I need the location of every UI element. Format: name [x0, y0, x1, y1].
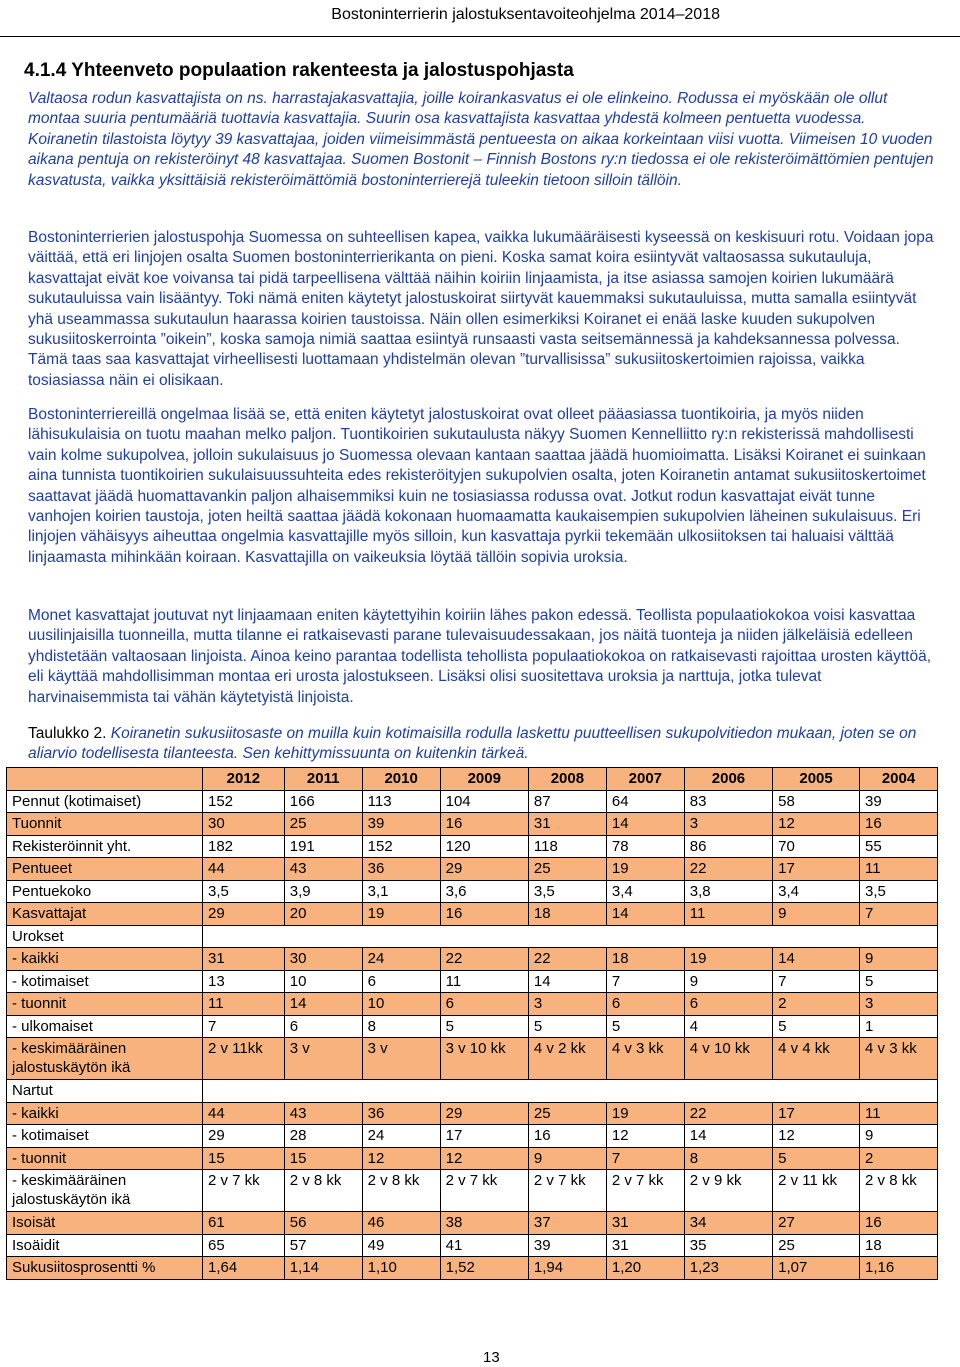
- value-cell: 31: [203, 948, 285, 971]
- table-row: [7, 993, 938, 1016]
- table-row: [7, 948, 938, 971]
- value-cell: 44: [203, 858, 285, 881]
- value-cell: 38: [440, 1212, 528, 1235]
- value-cell: 19: [684, 948, 772, 971]
- value-cell: 22: [528, 948, 606, 971]
- value-cell: 31: [528, 813, 606, 836]
- value-cell: 16: [440, 903, 528, 926]
- value-cell: 5: [773, 1015, 860, 1038]
- value-cell: 2: [773, 993, 860, 1016]
- value-cell: 19: [606, 858, 684, 881]
- value-cell: 56: [284, 1212, 362, 1235]
- value-cell: 39: [528, 1234, 606, 1257]
- row-label-cell: - tuonnit: [7, 1147, 203, 1170]
- value-cell: 16: [528, 1125, 606, 1148]
- row-label-cell: Isoäidit: [7, 1234, 203, 1257]
- value-cell: 2 v 11kk: [203, 1038, 285, 1080]
- value-cell: 113: [362, 790, 440, 813]
- row-label-cell: Pennut (kotimaiset): [7, 790, 203, 813]
- value-cell: 14: [684, 1125, 772, 1148]
- value-cell: 4: [684, 1015, 772, 1038]
- value-cell: 58: [773, 790, 860, 813]
- row-label-cell: - keskimääräinen jalostuskäytön ikä: [7, 1170, 203, 1212]
- value-cell: 7: [773, 970, 860, 993]
- row-label-cell: Nartut: [7, 1080, 203, 1103]
- caption-label: Taulukko 2.: [28, 725, 107, 742]
- value-cell: 25: [284, 813, 362, 836]
- value-cell: 182: [203, 835, 285, 858]
- value-cell: 7: [203, 1015, 285, 1038]
- value-cell: 12: [606, 1125, 684, 1148]
- value-cell: 5: [773, 1147, 860, 1170]
- value-cell: 3,5: [203, 880, 285, 903]
- value-cell: 36: [362, 858, 440, 881]
- paragraph-1: Valtaosa rodun kasvattajista on ns. harrastajakasvattajia, joille koirankasvatus ei ole elinkeino. Rodussa ei myöskään ole ollut montaa suuria pentumääriä tuottavia kasvattajia. Suurin osa kasvattajista kasvattaa yhdestä kolmeen pentuetta vuodessa. Koiranetin tilastoista löytyy 39 kasvattajaa, joiden viimeisimmästä pentueesta on aikaa korkeintaan viisi vuotta. Viimeisen 10 vuoden aikana pentuja on rekisteröinyt 48 kasvattajaa. Suomen Bostonit – Finnish Bostons ry:n tiedossa ei ole rekisteröimättömien pentujen kasvatusta, vaikka yksittäisiä rekisteröimättömiä bostoninterrierejä tuleekin tietoon silloin tällöin.: [28, 90, 934, 189]
- value-cell: 11: [440, 970, 528, 993]
- value-cell: 4 v 3 kk: [606, 1038, 684, 1080]
- value-cell: 9: [860, 1125, 938, 1148]
- running-title: Bostoninterrierin jalostuksentavoiteohjelma 2014–2018: [331, 6, 720, 23]
- value-cell: 12: [773, 1125, 860, 1148]
- table-row: [7, 1257, 938, 1280]
- value-cell: 19: [362, 903, 440, 926]
- value-cell: 13: [203, 970, 285, 993]
- value-cell: 1,10: [362, 1257, 440, 1280]
- value-cell: 3,4: [773, 880, 860, 903]
- value-cell: 3,8: [684, 880, 772, 903]
- table-row: [7, 1125, 938, 1148]
- value-cell: 9: [773, 903, 860, 926]
- value-cell: 14: [528, 970, 606, 993]
- table-row: [7, 880, 938, 903]
- value-cell: 1,16: [860, 1257, 938, 1280]
- value-cell: 31: [606, 1234, 684, 1257]
- value-cell: 3 v: [362, 1038, 440, 1080]
- row-label-cell: Pentueet: [7, 858, 203, 881]
- value-cell: 24: [362, 1125, 440, 1148]
- table-row: [7, 813, 938, 836]
- value-cell: 18: [860, 1234, 938, 1257]
- value-cell: 41: [440, 1234, 528, 1257]
- value-cell: 3: [528, 993, 606, 1016]
- breed-statistics-table: [6, 767, 938, 1280]
- row-label-cell: - keskimääräinen jalostuskäytön ikä: [7, 1038, 203, 1080]
- value-cell: 29: [203, 1125, 285, 1148]
- value-cell: 34: [684, 1212, 772, 1235]
- value-cell: 57: [284, 1234, 362, 1257]
- value-cell: 2 v 8 kk: [362, 1170, 440, 1212]
- value-cell: 31: [606, 1212, 684, 1235]
- value-cell: 5: [860, 970, 938, 993]
- value-cell: 166: [284, 790, 362, 813]
- value-cell: 43: [284, 858, 362, 881]
- value-cell: 3 v 10 kk: [440, 1038, 528, 1080]
- row-label-cell: Urokset: [7, 925, 203, 948]
- value-cell: 2 v 8 kk: [284, 1170, 362, 1212]
- value-cell: 152: [362, 835, 440, 858]
- value-cell: 3,6: [440, 880, 528, 903]
- section-empty-cell: [203, 1080, 938, 1103]
- page-header: [0, 0, 960, 37]
- value-cell: 4 v 2 kk: [528, 1038, 606, 1080]
- value-cell: 4 v 3 kk: [860, 1038, 938, 1080]
- value-cell: 14: [773, 948, 860, 971]
- value-cell: 152: [203, 790, 285, 813]
- value-cell: 10: [362, 993, 440, 1016]
- header-corner-cell: [7, 768, 203, 791]
- value-cell: 1,23: [684, 1257, 772, 1280]
- value-cell: 5: [528, 1015, 606, 1038]
- value-cell: 44: [203, 1102, 285, 1125]
- paragraph-3: Bostoninterriereillä ongelmaa lisää se, että eniten käytetyt jalostuskoirat ovat olleet pääasiassa tuontikoiria, ja myös niiden lähisukulaisia on tuotu maahan melko paljon. Tuontikoirien sukutaulusta näkyy Suomen Kennelliitto ry:n rekisterissä mahdollisesti vain kolme sukupolvea, jolloin sukulaisuus jo Suomessa olevaan kantaan saattaa jäädä huomioimatta. Lisäksi Koiranet ei suinkaan aina tunnista tuontikoirien sukulaisuussuhteita edes rekisteröityjen sukupolvien osalta, joten Koiranetin antamat sukusiitoskertoimet saattavat jäädä huomattavankin paljon alhaisemmiksi kuin ne tosiasiassa rodussa ovat. Jotkut rodun kasvattajat eivät tunne vanhojen koirien taustoja, joten heiltä saattaa jäädä kokonaan huomaamatta kaukaisempien sukupolvien läheinen sukulaisuus. Eri linjojen vähäisyys aiheuttaa ongelmia kasvattajille myös silloin, kun kasvattaja pyrkii tekemään ulkosiitoksen tai haluaisi välttää linjaamasta mihinkään koiraan. Kasvattajilla on vaikeuksia löytää tällöin sopivia uroksia.: [28, 406, 926, 566]
- value-cell: 30: [203, 813, 285, 836]
- row-label-cell: Rekisteröinnit yht.: [7, 835, 203, 858]
- value-cell: 29: [440, 1102, 528, 1125]
- value-cell: 8: [362, 1015, 440, 1038]
- table-caption: [28, 724, 928, 764]
- value-cell: 83: [684, 790, 772, 813]
- value-cell: 9: [684, 970, 772, 993]
- value-cell: 120: [440, 835, 528, 858]
- value-cell: 1,94: [528, 1257, 606, 1280]
- section-title: 4.1.4 Yhteenveto populaation rakenteesta ja jalostuspohjasta: [24, 60, 574, 81]
- year-header-cell: 2012: [203, 768, 285, 791]
- row-label-cell: - tuonnit: [7, 993, 203, 1016]
- table-row: [7, 835, 938, 858]
- value-cell: 6: [362, 970, 440, 993]
- table-row: [7, 925, 938, 948]
- year-header-cell: 2010: [362, 768, 440, 791]
- value-cell: 2 v 7 kk: [440, 1170, 528, 1212]
- value-cell: 17: [773, 1102, 860, 1125]
- value-cell: 49: [362, 1234, 440, 1257]
- value-cell: 24: [362, 948, 440, 971]
- value-cell: 27: [773, 1212, 860, 1235]
- value-cell: 8: [684, 1147, 772, 1170]
- value-cell: 55: [860, 835, 938, 858]
- value-cell: 1,14: [284, 1257, 362, 1280]
- table-row: [7, 790, 938, 813]
- value-cell: 16: [860, 813, 938, 836]
- value-cell: 2 v 11 kk: [773, 1170, 860, 1212]
- table-row: [7, 1212, 938, 1235]
- row-label-cell: Pentuekoko: [7, 880, 203, 903]
- year-header-cell: 2004: [860, 768, 938, 791]
- row-label-cell: - kotimaiset: [7, 1125, 203, 1148]
- value-cell: 1,52: [440, 1257, 528, 1280]
- value-cell: 16: [860, 1212, 938, 1235]
- row-label-cell: - kaikki: [7, 948, 203, 971]
- value-cell: 87: [528, 790, 606, 813]
- table-row: [7, 1170, 938, 1212]
- value-cell: 18: [528, 903, 606, 926]
- value-cell: 7: [606, 970, 684, 993]
- value-cell: 19: [606, 1102, 684, 1125]
- value-cell: 12: [362, 1147, 440, 1170]
- year-header-cell: 2009: [440, 768, 528, 791]
- value-cell: 2 v 8 kk: [860, 1170, 938, 1212]
- value-cell: 11: [860, 858, 938, 881]
- value-cell: 3,9: [284, 880, 362, 903]
- value-cell: 9: [528, 1147, 606, 1170]
- page-number: 13: [483, 1349, 500, 1366]
- value-cell: 36: [362, 1102, 440, 1125]
- value-cell: 14: [284, 993, 362, 1016]
- year-header-cell: 2006: [684, 768, 772, 791]
- value-cell: 64: [606, 790, 684, 813]
- value-cell: 11: [684, 903, 772, 926]
- value-cell: 65: [203, 1234, 285, 1257]
- value-cell: 11: [203, 993, 285, 1016]
- value-cell: 22: [684, 858, 772, 881]
- value-cell: 191: [284, 835, 362, 858]
- value-cell: 14: [606, 903, 684, 926]
- table-row: [7, 903, 938, 926]
- value-cell: 1,07: [773, 1257, 860, 1280]
- value-cell: 39: [860, 790, 938, 813]
- value-cell: 1: [860, 1015, 938, 1038]
- value-cell: 35: [684, 1234, 772, 1257]
- row-label-cell: Tuonnit: [7, 813, 203, 836]
- value-cell: 10: [284, 970, 362, 993]
- value-cell: 1,64: [203, 1257, 285, 1280]
- value-cell: 25: [773, 1234, 860, 1257]
- value-cell: 12: [440, 1147, 528, 1170]
- value-cell: 4 v 4 kk: [773, 1038, 860, 1080]
- value-cell: 22: [684, 1102, 772, 1125]
- value-cell: 104: [440, 790, 528, 813]
- value-cell: 12: [773, 813, 860, 836]
- table-row: [7, 858, 938, 881]
- value-cell: 9: [860, 948, 938, 971]
- value-cell: 22: [440, 948, 528, 971]
- value-cell: 43: [284, 1102, 362, 1125]
- value-cell: 2 v 9 kk: [684, 1170, 772, 1212]
- table-header-row: [7, 768, 938, 791]
- value-cell: 17: [440, 1125, 528, 1148]
- value-cell: 3,1: [362, 880, 440, 903]
- paragraph-2: Bostoninterrierien jalostuspohja Suomessa on suhteellisen kapea, vaikka lukumääräisesti kyseessä on keskisuuri rotu. Voidaan jopa väittää, että eri linjojen osalta Suomen bostoninterrierikanta on pieni. Koska samat koira esiintyvät valtaosassa sukutauluja, kasvattajat eivät koe voivansa tai pidä tarpeellisena välttää näihin koiriin linjaamista, ja itse asiassa samojen koirien lukumäärä sukutauluissa vain lisääntyy. Toki nämä eniten käytetyt jalostuskoirat siirtyvät kauemmaksi sukutauluissa, mutta samalla esiintyvät yhä useammassa sukutaulun haarassa koirien taustoissa. Näin ollen esimerkiksi Koiranet ei enää laske kuuden sukupolven sukusiitoskerrointa ”oikein”, koska samoja nimiä saattaa esiintyä runsaasti vasta seitsemännessä ja kahdeksannessa polvessa. Tämä taas saa kasvattajat virheellisesti luottamaan yhdistelmän olevan ”turvallisissa” sukusiitoskertoimien rajoissa, vaikka tosiasiassa näin ei olisikaan.: [28, 229, 934, 389]
- value-cell: 29: [440, 858, 528, 881]
- table-row: [7, 1147, 938, 1170]
- year-header-cell: 2011: [284, 768, 362, 791]
- value-cell: 2 v 7 kk: [606, 1170, 684, 1212]
- value-cell: 118: [528, 835, 606, 858]
- year-header-cell: 2007: [606, 768, 684, 791]
- value-cell: 30: [284, 948, 362, 971]
- value-cell: 2 v 7 kk: [528, 1170, 606, 1212]
- value-cell: 6: [284, 1015, 362, 1038]
- value-cell: 29: [203, 903, 285, 926]
- row-label-cell: Kasvattajat: [7, 903, 203, 926]
- value-cell: 2: [860, 1147, 938, 1170]
- value-cell: 16: [440, 813, 528, 836]
- caption-text: Koiranetin sukusiitosaste on muilla kuin kotimaisilla rodulla laskettu puutteellisen sukupolvitiedon mukaan, joten se on aliarvio todellisesta tilanteesta. Sen kehittymissuunta on kuitenkin tärkeä.: [28, 725, 917, 762]
- value-cell: 70: [773, 835, 860, 858]
- row-label-cell: - kotimaiset: [7, 970, 203, 993]
- value-cell: 17: [773, 858, 860, 881]
- value-cell: 37: [528, 1212, 606, 1235]
- value-cell: 15: [203, 1147, 285, 1170]
- value-cell: 18: [606, 948, 684, 971]
- section-empty-cell: [203, 925, 938, 948]
- value-cell: 20: [284, 903, 362, 926]
- row-label-cell: - kaikki: [7, 1102, 203, 1125]
- value-cell: 15: [284, 1147, 362, 1170]
- table-row: [7, 1080, 938, 1103]
- value-cell: 3 v: [284, 1038, 362, 1080]
- value-cell: 61: [203, 1212, 285, 1235]
- value-cell: 4 v 10 kk: [684, 1038, 772, 1080]
- value-cell: 2 v 7 kk: [203, 1170, 285, 1212]
- value-cell: 78: [606, 835, 684, 858]
- paragraph-4: Monet kasvattajat joutuvat nyt linjaamaan eniten käytettyihin koiriin lähes pakon edessä. Teollista populaatiokokoa voisi kasvattaa uusilinjaisilla tuonneilla, mutta tilanne ei ratkaisevasti parane tulevaisuudessakaan, jos näitä tuonteja ja niiden jälkeläisiä edelleen yhdistetään valtaosaan linjoista. Ainoa keino parantaa todellista tehollista populaatiokokoa on ratkaisevasti rajoittaa urosten käyttöä, eli käyttää mahdollisimman montaa eri urosta jalostukseen. Lisäksi olisi suositettava uroksia ja narttuja, jotka tulevat harvinaisemmista tai vähän käytetyistä linjoista.: [28, 607, 932, 706]
- value-cell: 86: [684, 835, 772, 858]
- value-cell: 3: [684, 813, 772, 836]
- value-cell: 46: [362, 1212, 440, 1235]
- value-cell: 3: [860, 993, 938, 1016]
- year-header-cell: 2005: [773, 768, 860, 791]
- table-row: [7, 970, 938, 993]
- value-cell: 3,5: [860, 880, 938, 903]
- value-cell: 1,20: [606, 1257, 684, 1280]
- value-cell: 6: [606, 993, 684, 1016]
- table-row: [7, 1102, 938, 1125]
- value-cell: 5: [606, 1015, 684, 1038]
- value-cell: 5: [440, 1015, 528, 1038]
- row-label-cell: Isoisät: [7, 1212, 203, 1235]
- table-row: [7, 1015, 938, 1038]
- value-cell: 25: [528, 858, 606, 881]
- value-cell: 6: [684, 993, 772, 1016]
- year-header-cell: 2008: [528, 768, 606, 791]
- value-cell: 25: [528, 1102, 606, 1125]
- value-cell: 28: [284, 1125, 362, 1148]
- value-cell: 3,5: [528, 880, 606, 903]
- value-cell: 6: [440, 993, 528, 1016]
- value-cell: 3,4: [606, 880, 684, 903]
- value-cell: 7: [606, 1147, 684, 1170]
- value-cell: 14: [606, 813, 684, 836]
- table-row: [7, 1038, 938, 1080]
- value-cell: 11: [860, 1102, 938, 1125]
- value-cell: 39: [362, 813, 440, 836]
- row-label-cell: - ulkomaiset: [7, 1015, 203, 1038]
- table-row: [7, 1234, 938, 1257]
- row-label-cell: Sukusiitosprosentti %: [7, 1257, 203, 1280]
- value-cell: 7: [860, 903, 938, 926]
